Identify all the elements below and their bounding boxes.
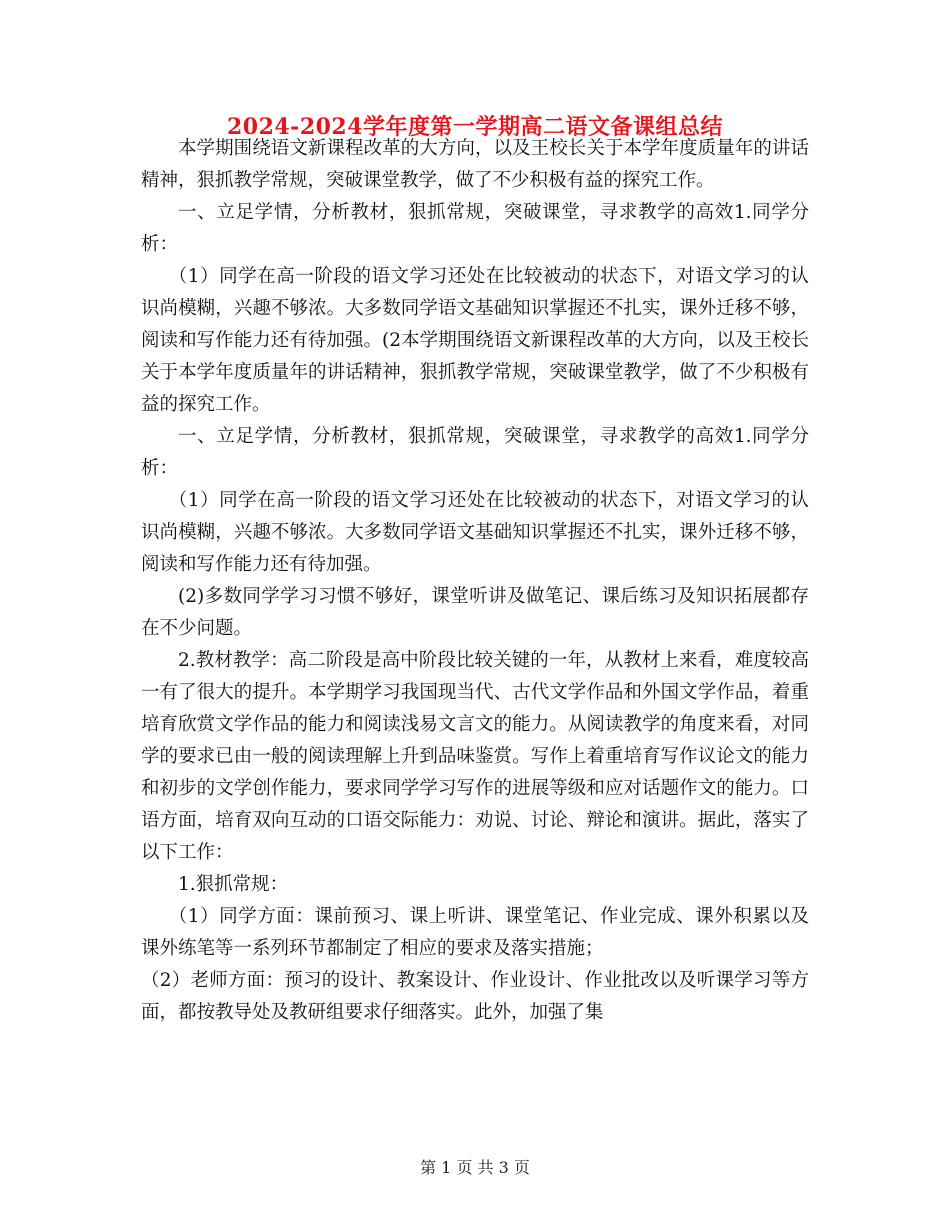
paragraph: （1）同学在高一阶段的语文学习还处在比较被动的状态下，对语文学习的认识尚模糊，兴趣不够浓。大多数同学语文基础知识掌握还不扎实，课外迁移不够，阅读和写作能力还有待加强。(2本学期围绕语文新课程改革的大方向，以及王校长关于本学年度质量年的讲话精神，狠抓教学常规，突破课堂教学，做了不少积极有益的探究工作。 bbox=[141, 266, 809, 415]
document-title: 2024-2024学年度第一学期高二语文备课组总结 bbox=[226, 114, 724, 140]
paragraph: 本学期围绕语文新课程改革的大方向，以及王校长关于本学年度质量年的讲话精神，狠抓教学常规，突破课堂教学，做了不少积极有益的探究工作。 bbox=[141, 138, 809, 191]
paragraph: 2.教材教学：高二阶段是高中阶段比较关键的一年，从教材上来看，难度较高一有了很大的提升。本学期学习我国现当代、古代文学作品和外国文学作品，着重培育欣赏文学作品的能力和阅读浅易文言文的能力。从阅读教学的角度来看，对同学的要求已由一般的阅读理解上升到品味鉴赏。写作上着重培育写作议论文的能力和初步的文学创作能力，要求同学学习写作的进展等级和应对话题作文的能力。口语方面，培育双向互动的口语交际能力：劝说、讨论、辩论和演讲。据此，落实了以下工作： bbox=[141, 650, 809, 863]
document-body bbox=[141, 133, 809, 1029]
paragraph: （1）同学在高一阶段的语文学习还处在比较被动的状态下，对语文学习的认识尚模糊，兴趣不够浓。大多数同学语文基础知识掌握还不扎实，课外迁移不够，阅读和写作能力还有待加强。 bbox=[141, 490, 809, 575]
paragraph: 1.狠抓常规： bbox=[178, 874, 289, 895]
page-footer: 第 1 页 共 3 页 bbox=[420, 1158, 530, 1177]
paragraph: 一、立足学情，分析教材，狠抓常规，突破课堂，寻求教学的高效1.同学分析： bbox=[141, 426, 809, 479]
paragraph: 一、立足学情，分析教材，狠抓常规，突破课堂，寻求教学的高效1.同学分析： bbox=[141, 202, 809, 255]
paragraph: （2）老师方面：预习的设计、教案设计、作业设计、作业批改以及听课学习等方面，都按教导处及教研组要求仔细落实。此外，加强了集 bbox=[141, 970, 809, 1023]
paragraph: (2)多数同学学习习惯不够好，课堂听讲及做笔记、课后练习及知识拓展都存在不少问题。 bbox=[141, 586, 809, 639]
paragraph: （1）同学方面：课前预习、课上听讲、课堂笔记、作业完成、课外积累以及课外练笔等一系列环节都制定了相应的要求及落实措施； bbox=[141, 906, 809, 959]
